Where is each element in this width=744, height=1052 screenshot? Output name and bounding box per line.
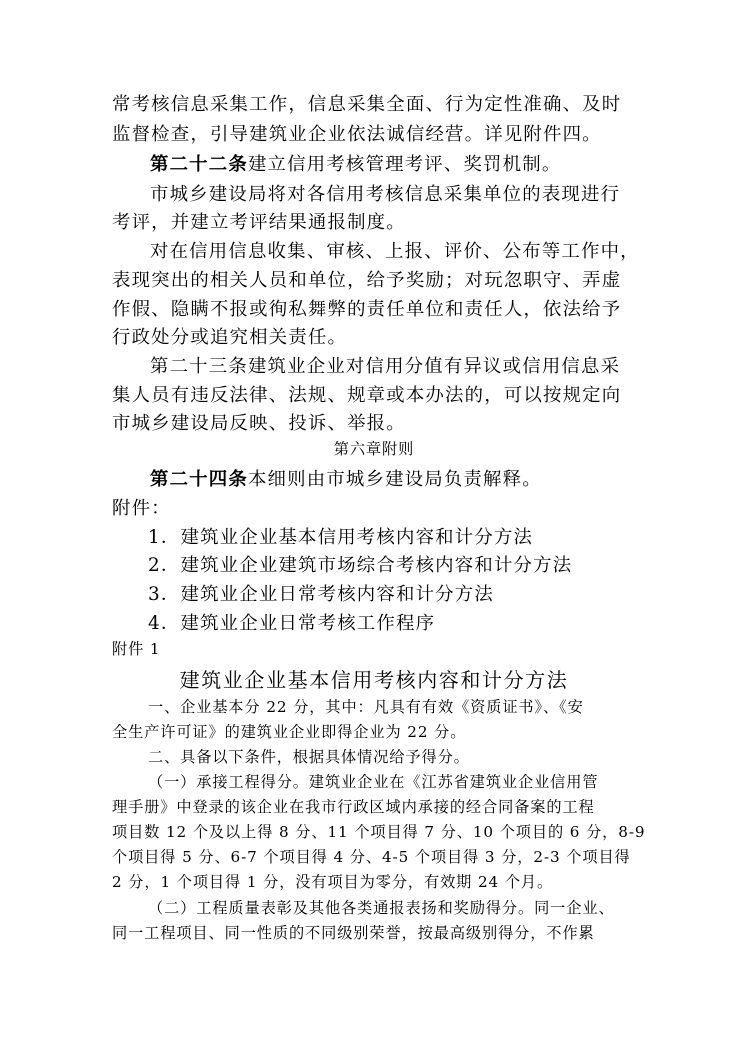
text-line: 同一工程项目、同一性质的不同级别荣誉，按最高级别得分，不作累 <box>112 924 595 942</box>
attachment-item: 3．建筑业企业日常考核内容和计分方法 <box>148 584 494 605</box>
text-line: 行政处分或追究相关责任。 <box>112 327 348 348</box>
text-line: 考评，并建立考评结果通报制度。 <box>112 212 406 233</box>
article-24-heading: 第二十四条 <box>150 469 248 490</box>
article-22 <box>150 150 636 176</box>
text-line: 第二十三条建筑业企业对信用分值有异议或信用信息采 <box>150 356 621 377</box>
text-line: 表现突出的相关人员和单位，给予奖励；对玩忽职守、弄虚 <box>112 270 622 291</box>
text-line: 作假、隐瞒不报或徇私舞弊的责任单位和责任人，依法给予 <box>112 299 622 320</box>
appendix-label: 附件 1 <box>112 640 161 658</box>
text-line: 对在信用信息收集、审核、上报、评价、公布等工作中， <box>150 241 640 262</box>
text-line: 个项目得 5 分、6-7 个项目得 4 分、4-5 个项目得 3 分，2-3 个项目得 <box>112 848 631 866</box>
text-line: 市城乡建设局将对各信用考核信息采集单位的表现进行 <box>150 184 621 205</box>
text-line: 一、企业基本分 22 分，其中：凡具有有效《资质证书》、《安 <box>148 698 584 716</box>
text-line: 项目数 12 个及以上得 8 分、11 个项目得 7 分、10 个项目的 6 分，8-9 <box>112 823 646 841</box>
article-22-text: 建立信用考核管理考评、奖罚机制。 <box>247 154 562 175</box>
text-line: 二、具备以下条件，根据具体情况给予得分。 <box>148 748 470 766</box>
text-line: 集人员有违反法律、法规、规章或本办法的，可以按规定向 <box>112 385 622 406</box>
text-line: 理手册》中登录的该企业在我市行政区域内承接的经合同备案的工程 <box>112 798 595 816</box>
attachments-label: 附件： <box>112 498 171 519</box>
appendix-title: 建筑业企业基本信用考核内容和计分方法 <box>179 668 569 692</box>
chapter-heading: 第六章附则 <box>333 440 415 458</box>
text-line: 监督检查，引导建筑业企业依法诚信经营。详见附件四。 <box>112 124 602 145</box>
text-line: （一）承接工程得分。建筑业企业在《江苏省建筑业企业信用管 <box>148 773 599 791</box>
article-24-text: 本细则由市城乡建设局负责解释。 <box>247 469 542 490</box>
text-line: 市城乡建设局反映、投诉、举报。 <box>112 413 406 434</box>
text-line: 常考核信息采集工作，信息采集全面、行为定性准确、及时 <box>112 94 622 115</box>
text-line: 全生产许可证》的建筑业企业即得企业为 22 分。 <box>112 723 467 741</box>
text-line: 2 分，1 个项目得 1 分，没有项目为零分，有效期 24 个月。 <box>112 873 554 891</box>
text-line: （二）工程质量表彰及其他各类通报表扬和奖励得分。同一企业、 <box>148 899 615 917</box>
article-22-heading: 第二十二条 <box>150 154 248 175</box>
attachment-item: 4．建筑业企业日常考核工作程序 <box>148 613 436 634</box>
attachment-item: 2．建筑业企业建筑市场综合考核内容和计分方法 <box>148 555 573 576</box>
attachment-item: 1．建筑业企业基本信用考核内容和计分方法 <box>148 527 534 548</box>
article-24 <box>150 465 636 491</box>
